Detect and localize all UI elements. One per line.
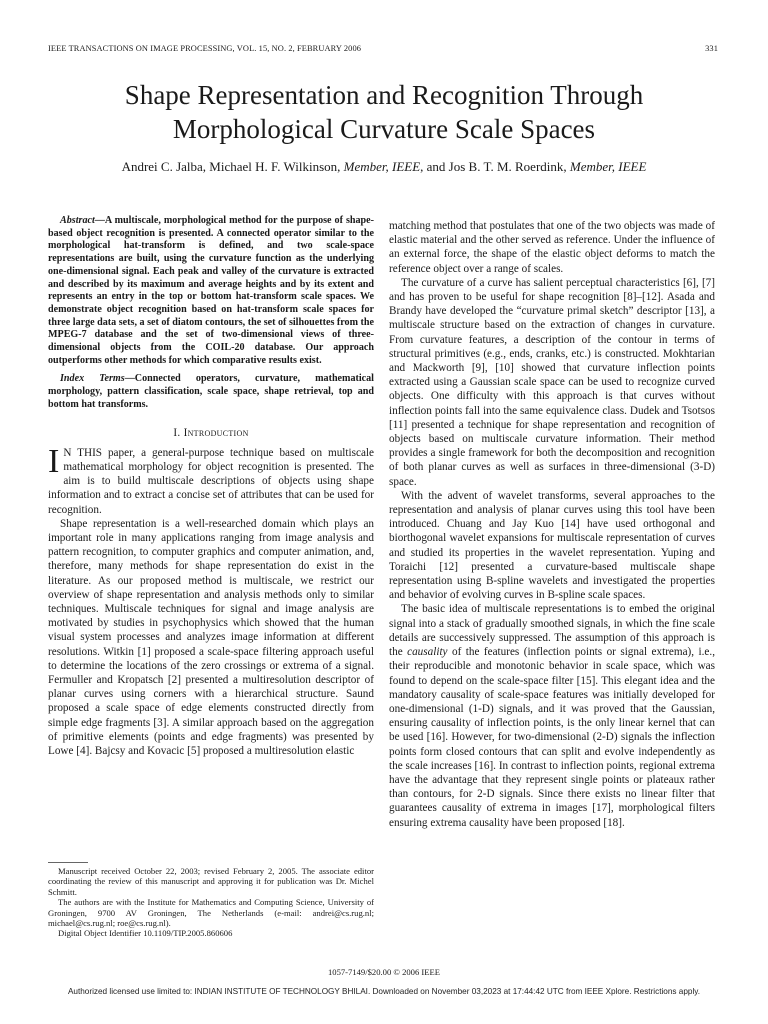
index-terms-text: —Connected operators, curvature, mathematical morphology, pattern classification, scale space, shape retrieval, top and bottom hat transforms. [48,373,374,410]
section-heading-introduction [48,426,374,440]
copyright-line: 1057-7149/$20.00 © 2006 IEEE [327,967,441,977]
section-numeral: I. [173,426,184,439]
authors-part-2: , and Jos B. T. M. Roerdink, [420,159,570,174]
license-notice: Authorized licensed use limited to: INDIAN INSTITUTE OF TECHNOLOGY BHILAI. Downloaded on November 03,2023 at 17:44:42 UTC from IEEE Xplore. Restrictions apply. [67,987,701,996]
index-terms [48,373,374,411]
left-column [48,215,374,758]
footnote-manuscript: Manuscript received October 22, 2003; revised February 2, 2005. The associate editor coordinating the review of this manuscript and approving it for publication was Dr. Michel Schmitt. [48,866,374,897]
author-1-membership: Member, IEEE [343,159,421,174]
right-paragraph-2: The curvature of a curve has salient perceptual characteristics [6], [7] and has proven to be useful for shape recognition [8]–[12]. Asada and Brandy have developed the “curvature primal sketch” descriptor [13], a multiscale structure based on the extraction of changes in curvature. From curvature features, a description of the contour in terms of structural primitives (e.g., ends, cranks, etc.) is constructed. Mokhtarian and Mackworth [9], [10] showed that curvature inflection points extracted using a Gaussian scale space can be used to recognize curved objects. One difficulty with this approach is that curves without inflection points fall into the same equivalence class. Dudek and Tsotsos [11] presented a technique for shape representation and recognition of objects based on multiscale curvature information. Their method provides a single framework for both the decomposition and recognition of both planar curves as well as surfaces in three-dimensional (3-D) space. [389,276,715,488]
footnote-rule [48,862,88,863]
right-paragraph-1: matching method that postulates that one of the two objects was made of elastic material and the other served as reference. Under the influence of an external force, the shape of the elastic object deforms to match the reference object over a range of scales. [389,220,715,275]
right-paragraph-3: With the advent of wavelet transforms, several approaches to the representation and analysis of planar curves using this tool have been introduced. Chuang and Jay Kuo [14] have used orthogonal and biorthogonal wavelet expansions for multiscale representation of curves and studied its properties in the wavelet representation. Yuping and Toraichi [12] presented a curvature-based multiscale shape representation using B-spline wavelets and investigated the properties and behavior of evolving curves in B-spline scale spaces. [389,489,715,602]
index-terms-label: Index Terms [60,373,125,385]
footnotes [48,866,374,939]
journal-name: IEEE TRANSACTIONS ON IMAGE PROCESSING, VOL. 15, NO. 2, FEBRUARY 2006 [48,44,362,53]
emphasis-causality: causality [407,646,448,659]
right-column [389,219,715,830]
intro-paragraph-1-text: paper, a general-purpose technique based on multiscale mathematical morphology for object recognition is presented. The aim is to build multiscale descriptions of objects using shape information and to extract a concise set of attributes that can be used for recognition. [48,446,374,516]
running-head [48,44,718,53]
abstract-label: Abstract [60,215,95,226]
authors-part-1: Andrei C. Jalba, Michael H. F. Wilkinson, [121,159,344,174]
page-number: 331 [705,44,718,53]
author-2-membership: Member, IEEE [569,159,647,174]
title-line-1: Shape Representation and Recognition Through [124,80,644,110]
section-title: Introduction [183,426,249,439]
intro-paragraph-2: Shape representation is a well-researched domain which plays an important role in many applications ranging from image analysis and pattern recognition, to computer graphics and computer animation, and, therefore, many methods for shape representation do exist in the literature. As our proposed method is multiscale, we restrict our overview of shape representation and analysis methods only to similar techniques. Multiscale techniques for signal and image analysis are motivated by studies in psychophysics which showed that the human visual system processes and analyzes image information at different resolutions. Witkin [1] proposed a scale-space filtering approach useful to determine the locations of the zero crossings or extrema of a signal. Fermuller and Kropatsch [2] presented a multiresolution descriptor of planar curves using corners with a hierarchical structure. Saund proposed a scale space of edge elements constructed directly from simple edge fragments [3]. A similar approach based on the aggregation of primitive elements (points and edge fragments) was presented by Lowe [4]. Bajcsy and Kovacic [5] proposed a multiresolution elastic [48,517,374,758]
right-paragraph-4-part-b: of the features (inflection points or signal extrema), i.e., their reproducible and monotonic behavior in scale space, which was found to depend on the scale-space filter [15]. This elegant idea and the mandatory causality of scale-space features was initially developed for one-dimensional (1-D) signals, and it was proved that the Gaussian, ensuring causality of inflection points, is the only linear kernel that can be used [16]. However, for two-dimensional (2-D) signals the inflection points form closed contours that can split and evolve independently as the scale increases [16]. In contrast to inflection points, regional extrema have the advantage that they represent single points or plateaux rather than contours, for 2-D signals. Since there exists no linear filter that guarantees causality of extrema in images [17], morphological filters ensuring extrema causality have been proposed [18]. [389,646,715,829]
right-paragraph-4 [389,602,715,829]
drop-cap: I [48,442,60,480]
footnote-doi: Digital Object Identifier 10.1109/TIP.2005.860606 [58,928,233,939]
abstract-text: —A multiscale, morphological method for the purpose of shape-based object recognition is presented. A connected operator similar to the morphological hat-transform is defined, and two scale-space representations are built, using the curvature function as the underlying one-dimensional signal. Each peak and valley of the curvature is extracted and described by its maximum and average heights and by its extent and represents an entry in the top or bottom hat-transform scale spaces. We demonstrate object recognition based on hat-transform scale spaces for three large data sets, a set of diatom contours, the set of silhouettes from the MPEG-7 database and the set of two-dimensional views of three-dimensional objects from the COIL-20 database. Our approach outperforms other methods for which comparative results exist. [48,215,374,366]
author-list [48,158,720,176]
footnote-affiliation: The authors are with the Institute for Mathematics and Computing Science, University of Groningen, 9700 AV Groningen, The Netherlands (e-mail: andrei@cs.rug.nl; michael@cs.rug.nl; roe@cs.rug.nl). [48,897,374,929]
title-line-2: Morphological Curvature Scale Spaces [172,114,596,144]
right-paragraph-4-part-a: The basic idea of multiscale representations is to embed the original signal into a stack of gradually smoothed signals, in which the fine scale details are successively suppressed. The assumption of this approach is the [389,603,715,659]
intro-paragraph-1 [48,442,374,517]
lead-in: N THIS [63,446,103,459]
abstract [48,215,374,367]
paper-title [48,78,720,146]
